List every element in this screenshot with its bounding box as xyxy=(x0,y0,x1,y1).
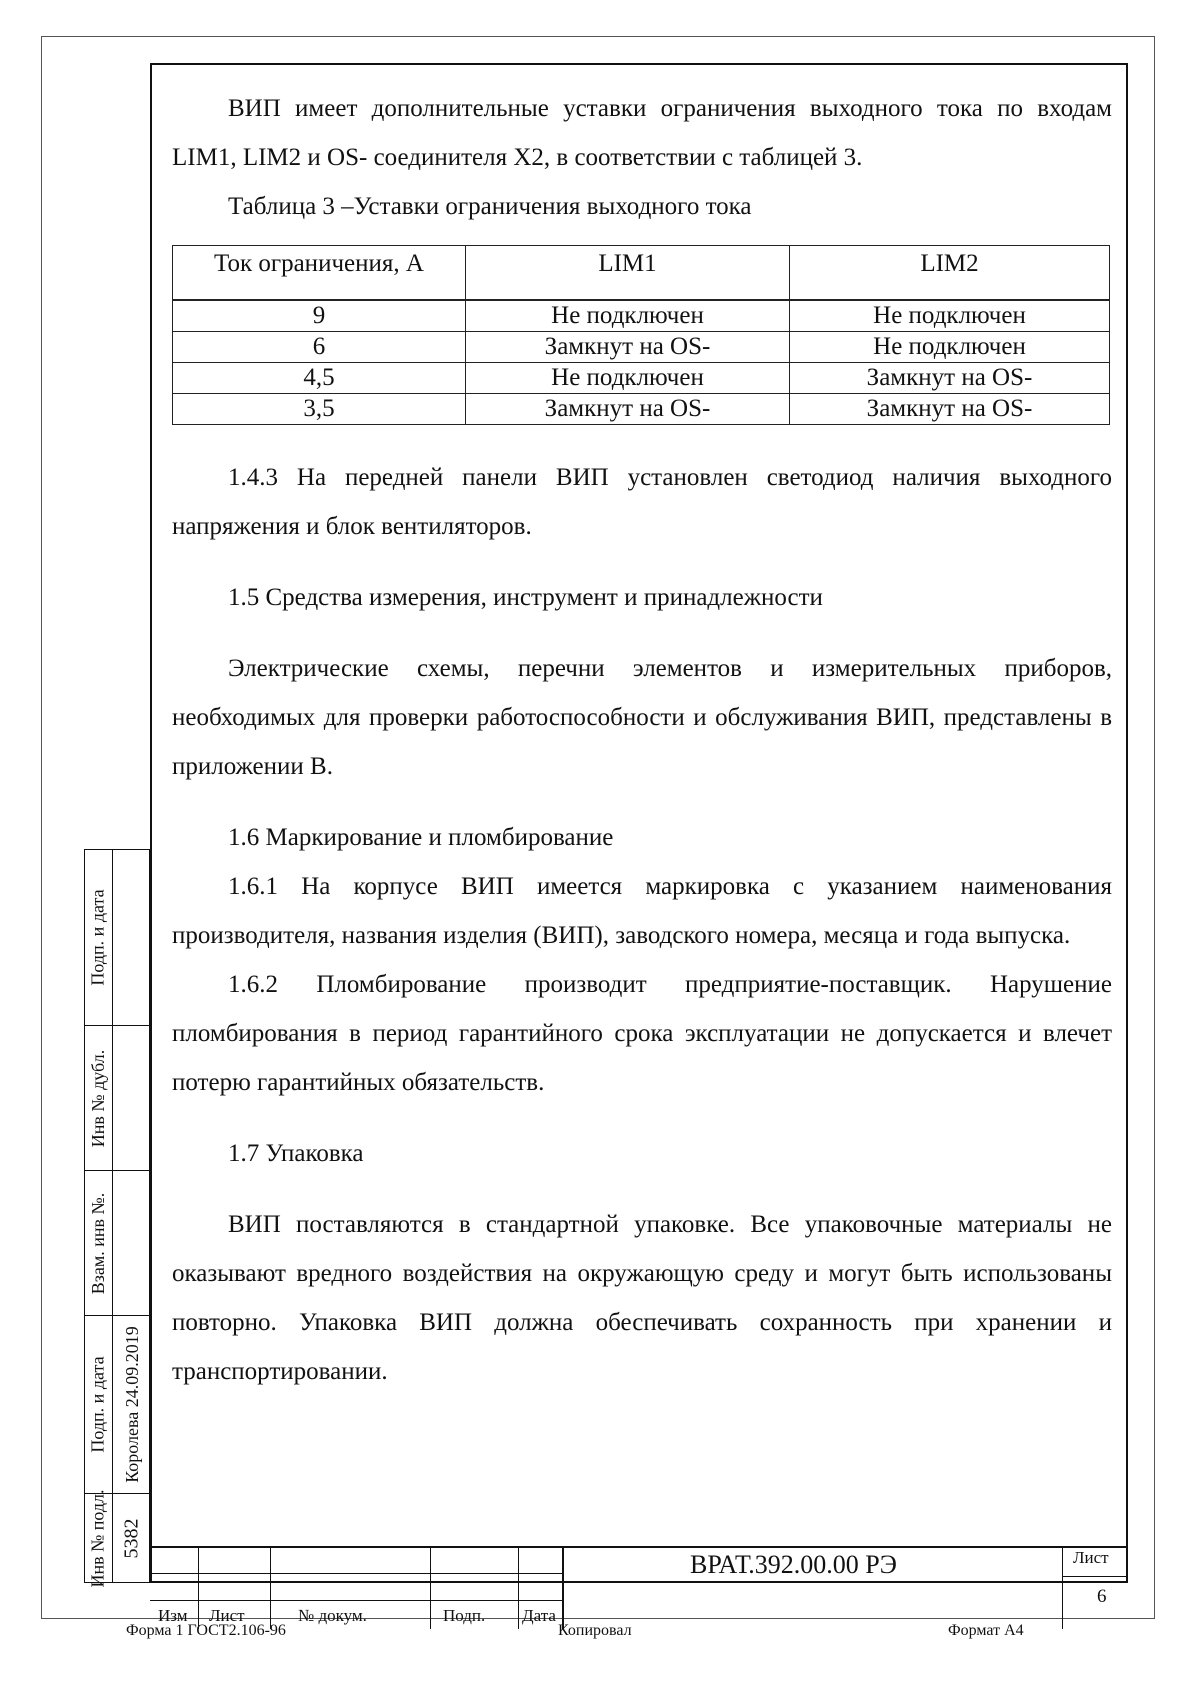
title-block xyxy=(150,1546,1128,1629)
side-cell-inv-podl xyxy=(84,1488,150,1588)
table-row xyxy=(173,363,1110,394)
heading-1-5: 1.5 Средства измерения, инструмент и принадлежности xyxy=(228,584,823,611)
paragraph-1-5: Электрические схемы, перечни элементов и измерительных приборов, необходимых для проверки работоспособности и обслуживания ВИП, представлены в приложении В. xyxy=(172,655,1112,780)
side-label-inv-podl: Инв № подл. xyxy=(88,1488,108,1588)
table-cell: Не подключен xyxy=(790,332,1110,363)
heading-1-6: 1.6 Маркирование и пломбирование xyxy=(228,824,614,851)
paragraph-1-7: ВИП поставляются в стандартной упаковке. Все упаковочные материалы не оказывают вредного воздействия на окружающую среду и могут быть использованы повторно. Упаковка ВИП должна обеспечивать сохранность при хранении и транспортировании. xyxy=(172,1211,1112,1385)
table-cell: 4,5 xyxy=(173,363,466,394)
left-margin-strip xyxy=(84,849,150,1588)
table-cell: Не подключен xyxy=(466,300,790,332)
table-cell: 3,5 xyxy=(173,394,466,425)
table-caption: Таблица 3 –Уставки ограничения выходного тока xyxy=(228,193,752,220)
current-limit-table xyxy=(172,245,1110,425)
paragraph-1-4-3: 1.4.3 На передней панели ВИП установлен светодиод наличия выходного напряжения и блок вентиляторов. xyxy=(172,464,1112,540)
inv-podl-number: 5382 xyxy=(120,1518,143,1558)
table-cell: Замкнут на OS- xyxy=(466,394,790,425)
header-cell: Ток ограничения, А xyxy=(173,246,466,301)
table-cell: Замкнут на OS- xyxy=(790,363,1110,394)
table-row xyxy=(173,300,1110,332)
col-izm: Изм xyxy=(158,1606,188,1625)
paragraph-1-6-1: 1.6.1 На корпусе ВИП имеется маркировка с указанием наименования производителя, названия изделия (ВИП), заводского номера, месяца и года выпуска. xyxy=(172,873,1112,949)
side-label-sign-date: Подп. и дата xyxy=(88,889,109,986)
header-cell: LIM1 xyxy=(466,246,790,301)
heading-1-7: 1.7 Упаковка xyxy=(228,1140,364,1167)
side-cell-sign-date-1 xyxy=(84,849,150,1026)
table-cell: Не подключен xyxy=(466,363,790,394)
signer-name-date: Королева 24.09.2019 xyxy=(121,1326,142,1483)
side-label-vzam-inv: Взам. инв №. xyxy=(88,1192,108,1294)
format-label: Формат А4 xyxy=(948,1622,1024,1639)
col-sign: Подп. xyxy=(443,1606,486,1625)
sheet-label: Лист xyxy=(1073,1548,1109,1567)
header-cell: LIM2 xyxy=(790,246,1110,301)
table-cell: Не подключен xyxy=(790,300,1110,332)
table-row xyxy=(173,394,1110,425)
sheet-number: 6 xyxy=(1097,1586,1107,1607)
side-cell-sign-date-2 xyxy=(84,1315,150,1494)
side-label-sign-date: Подп. и дата xyxy=(88,1356,109,1453)
table-cell: 6 xyxy=(173,332,466,363)
col-list: Лист xyxy=(209,1606,245,1625)
col-date: Дата xyxy=(522,1606,556,1625)
side-cell-inv-dubl xyxy=(84,1025,150,1171)
document-code: ВРАТ.392.00.00 РЭ xyxy=(690,1550,897,1579)
table-cell: 9 xyxy=(173,300,466,332)
paragraph-1-6-2: 1.6.2 Пломбирование производит предприятие-поставщик. Нарушение пломбирования в период гарантийного срока эксплуатации не допускается и влечет потерю гарантийных обязательств. xyxy=(172,971,1112,1096)
table-cell: Замкнут на OS- xyxy=(790,394,1110,425)
form-standard: Форма 1 ГОСТ2.106-96 xyxy=(126,1622,286,1639)
col-doc-number: № докум. xyxy=(298,1606,367,1625)
intro-paragraph: ВИП имеет дополнительные уставки ограничения выходного тока по входам LIM1, LIM2 и OS- соединителя X2, в соответствии с таблицей 3. xyxy=(172,95,1112,171)
page-content xyxy=(172,84,1112,1396)
side-label-inv-dubl: Инв № дубл. xyxy=(88,1049,109,1147)
side-cell-vzam-inv xyxy=(84,1170,150,1316)
table-header-row xyxy=(173,246,1110,301)
copied-label: Копировал xyxy=(558,1622,632,1639)
table-row xyxy=(173,332,1110,363)
table-cell: Замкнут на OS- xyxy=(466,332,790,363)
